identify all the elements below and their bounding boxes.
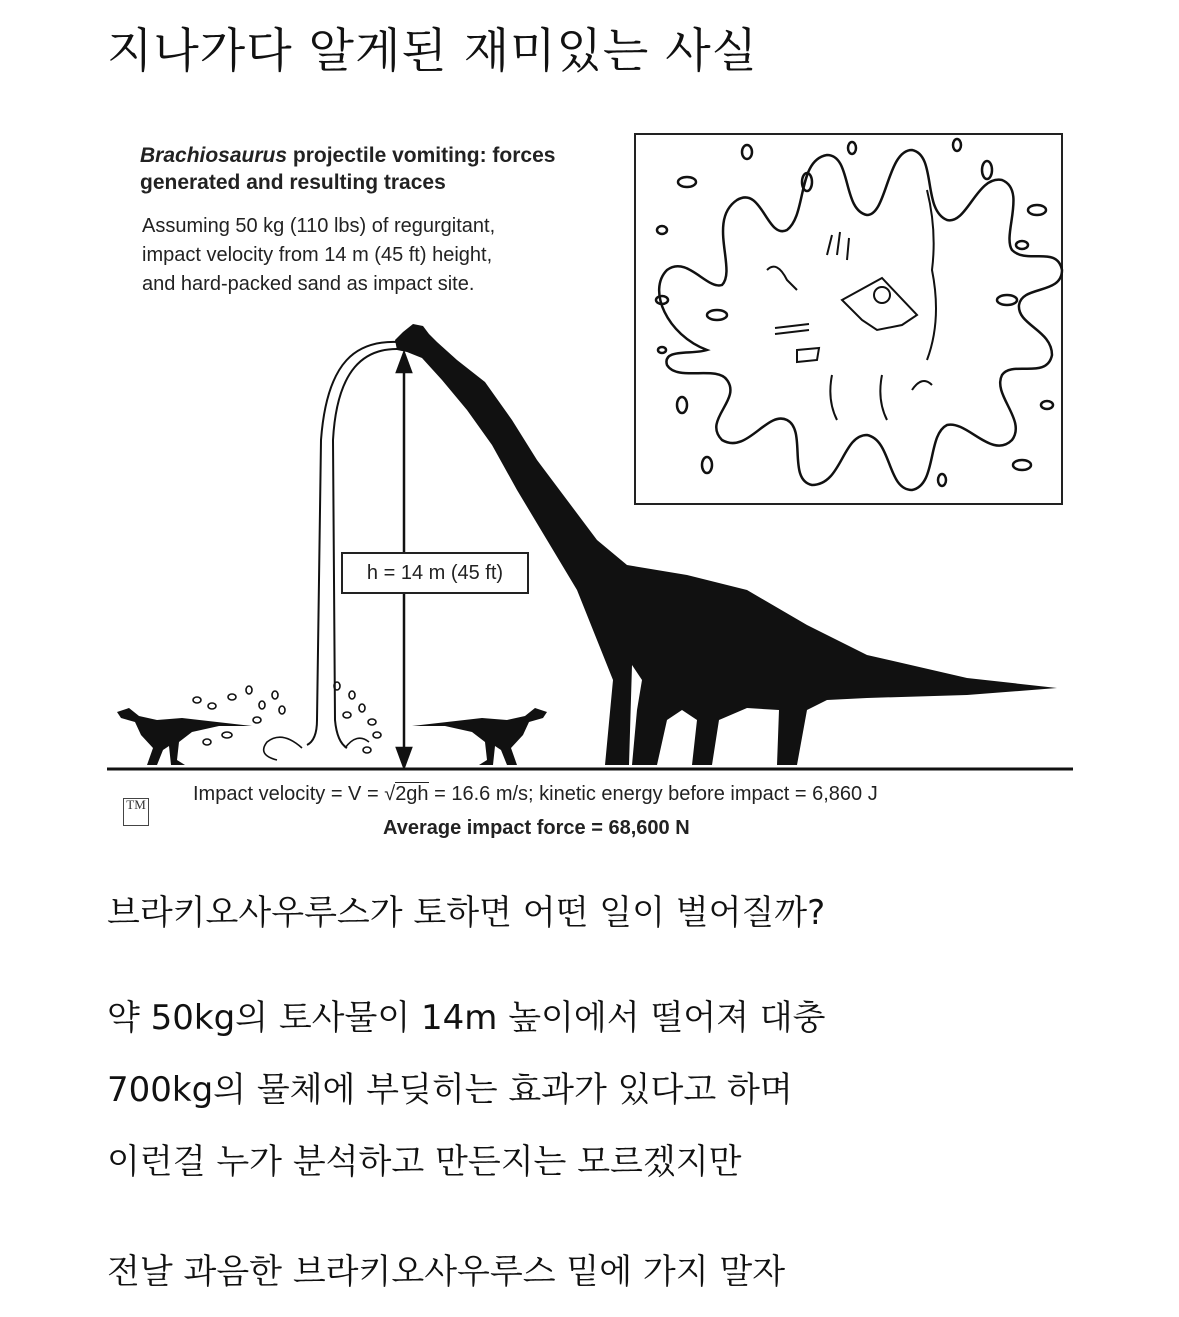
figure-title-line2: generated and resulting traces bbox=[140, 171, 446, 194]
paragraph-line: 약 50kg의 토사물이 14m 높이에서 떨어져 대충 bbox=[107, 998, 826, 1038]
paragraph-conclusion: 전날 과음한 브라키오사우루스 밑에 가지 말자 bbox=[107, 1252, 786, 1292]
figure-title-italic: Brachiosaurus bbox=[140, 144, 288, 167]
figure-description bbox=[142, 212, 612, 299]
splash-droplets bbox=[193, 682, 381, 760]
impact-velocity-equation bbox=[193, 783, 878, 806]
paragraph-question: 브라키오사우루스가 토하면 어떤 일이 벌어질까? bbox=[107, 893, 826, 933]
equation-left: Impact velocity = V = bbox=[193, 783, 385, 805]
equation-sqrt: 2gh bbox=[395, 783, 429, 805]
figure-title-rest: projectile vomiting: forces bbox=[287, 144, 556, 167]
impact-force-line: Average impact force = 68,600 N bbox=[383, 817, 690, 839]
vomit-stream bbox=[307, 342, 399, 748]
equation-right: = 16.6 m/s; kinetic energy before impact = 6,860 J bbox=[428, 783, 878, 805]
figure-desc-line: Assuming 50 kg (110 lbs) of regurgitant, bbox=[142, 215, 496, 237]
figure-desc-line: and hard-packed sand as impact site. bbox=[142, 273, 475, 295]
paragraph-line: 이런걸 누가 분석하고 만든지는 모르겠지만 bbox=[107, 1142, 742, 1182]
small-dinosaur-right bbox=[412, 708, 547, 765]
sqrt-icon: √ bbox=[384, 783, 396, 805]
figure-title bbox=[140, 142, 640, 196]
height-label: h = 14 m (45 ft) bbox=[341, 552, 529, 594]
brachiosaurus-figure bbox=[107, 120, 1079, 855]
figure-desc-line: impact velocity from 14 m (45 ft) height, bbox=[142, 244, 493, 266]
author-logo: TM bbox=[123, 798, 149, 826]
paragraph-line: 700kg의 물체에 부딪히는 효과가 있다고 하며 bbox=[107, 1070, 793, 1110]
post-title: 지나가다 알게된 재미있는 사실 bbox=[107, 24, 759, 79]
